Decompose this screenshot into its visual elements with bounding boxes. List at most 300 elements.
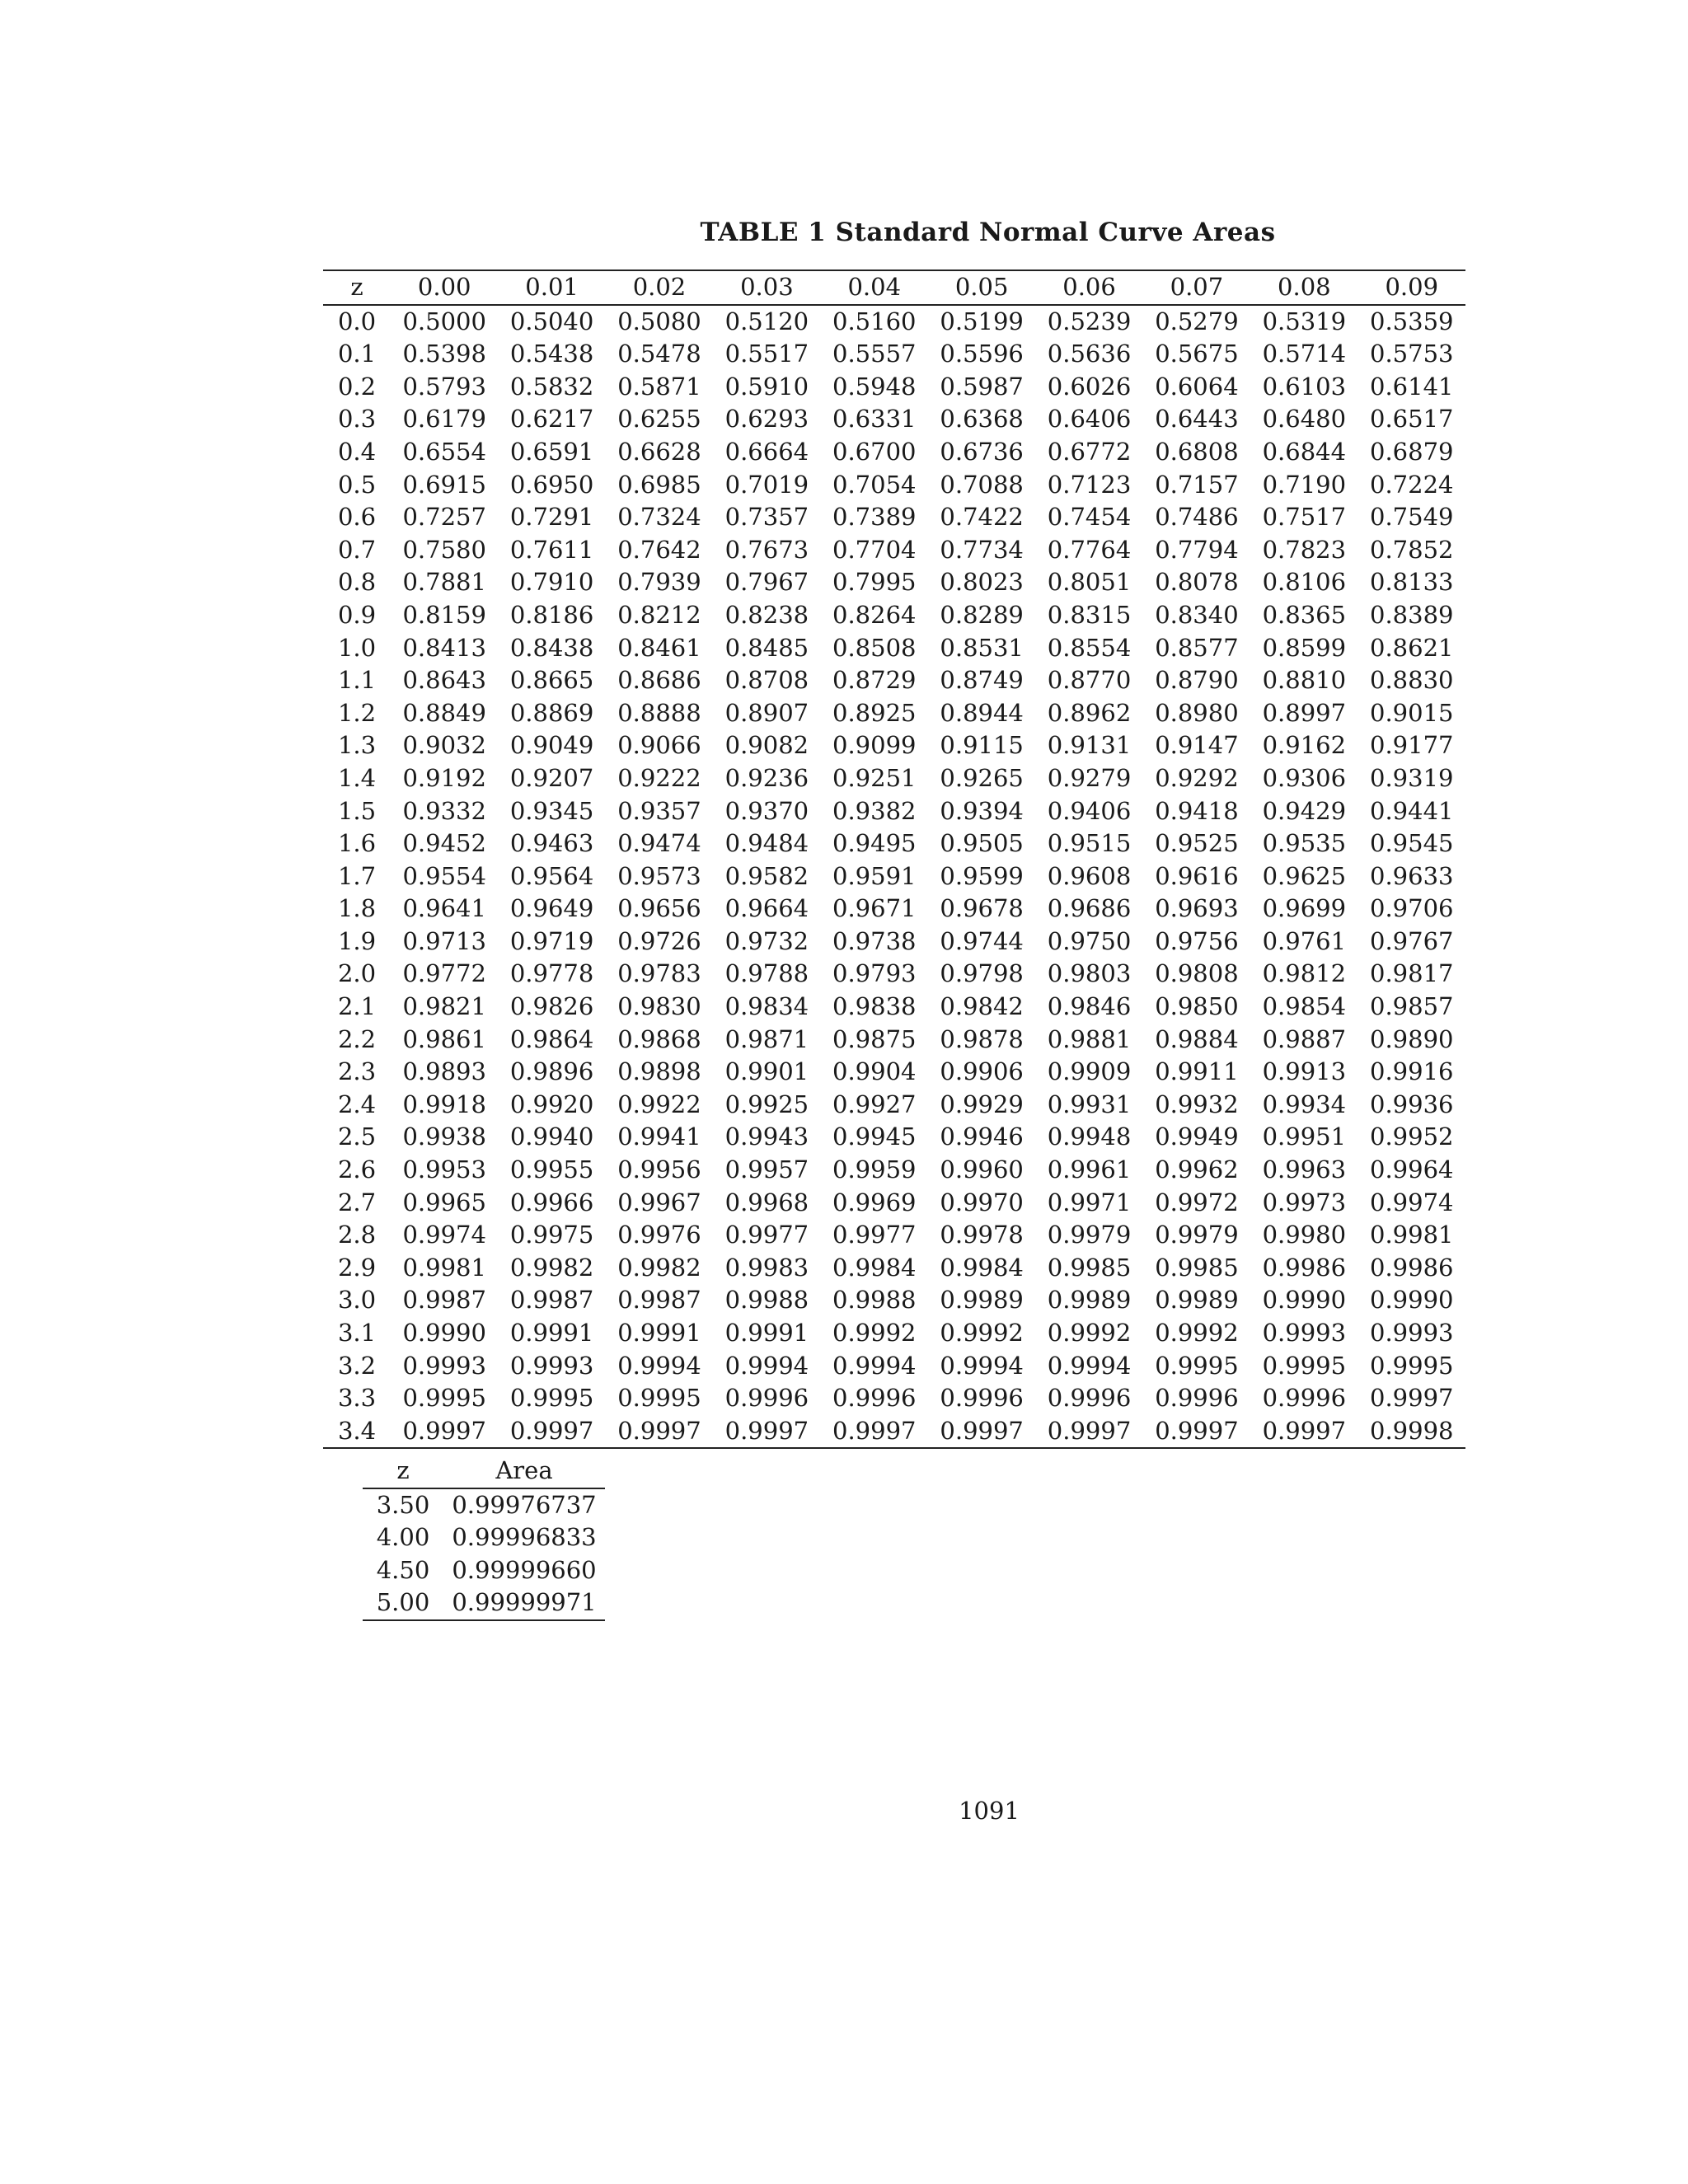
area-cell: 0.9997: [1370, 1384, 1454, 1413]
area-cell: 0.9992: [940, 1319, 1024, 1347]
z-cell: 4.50: [376, 1555, 430, 1584]
area-cell: 0.9985: [1047, 1253, 1132, 1282]
area-cell: 0.9989: [1155, 1286, 1239, 1315]
area-cell: 0.9990: [1370, 1286, 1454, 1315]
area-cell: 0.9974: [402, 1221, 486, 1249]
table-row: [363, 1586, 605, 1620]
area-cell: 0.9535: [1262, 829, 1347, 858]
area-cell: 0.9992: [1047, 1319, 1132, 1347]
area-cell: 0.9015: [1370, 698, 1454, 727]
area-cell: 0.9099: [832, 731, 917, 760]
z-cell: 2.2: [337, 1024, 377, 1053]
area-cell: 0.9834: [724, 992, 809, 1021]
area-cell: 0.9162: [1262, 731, 1347, 760]
area-cell: 0.9996: [1047, 1384, 1132, 1413]
area-cell: 0.8264: [832, 600, 917, 629]
header-row: [323, 270, 1465, 305]
z-cell: 1.2: [337, 698, 377, 727]
area-cell: 0.7454: [1047, 503, 1132, 532]
area-cell: 0.9997: [1155, 1416, 1239, 1445]
area-cell: 0.8830: [1370, 666, 1454, 695]
table-row: [363, 1521, 605, 1554]
area-cell: 0.6736: [940, 437, 1024, 466]
area-cell: 0.9938: [402, 1122, 486, 1151]
area-cell: 0.9236: [724, 763, 809, 792]
table-row: [323, 1089, 1465, 1122]
area-cell: 0.9418: [1155, 796, 1239, 825]
area-cell: 0.8508: [832, 633, 917, 662]
area-cell: 0.99999660: [452, 1555, 597, 1584]
area-cell: 0.9871: [724, 1024, 809, 1053]
area-cell: 0.9699: [1262, 894, 1347, 923]
area-cell: 0.9864: [509, 1024, 594, 1053]
table-row: [323, 1024, 1465, 1057]
area-cell: 0.9982: [509, 1253, 594, 1282]
table-row: [323, 371, 1465, 404]
area-cell: 0.8665: [509, 666, 594, 695]
z-cell: 1.5: [337, 796, 377, 825]
area-cell: 0.8438: [509, 633, 594, 662]
area-cell: 0.9846: [1047, 992, 1132, 1021]
area-cell: 0.9997: [402, 1416, 486, 1445]
table-title: TABLE 1 Standard Normal Curve Areas: [700, 218, 1276, 247]
area-cell: 0.9772: [402, 959, 486, 988]
column-header-area: Area: [495, 1456, 553, 1484]
z-cell: 3.4: [337, 1416, 377, 1445]
z-cell: 2.5: [337, 1122, 377, 1151]
z-cell: 0.4: [337, 437, 377, 466]
area-cell: 0.9994: [724, 1351, 809, 1380]
table-row: [323, 632, 1465, 665]
area-cell: 0.9993: [402, 1351, 486, 1380]
area-cell: 0.8686: [617, 666, 701, 695]
area-cell: 0.9222: [617, 763, 701, 792]
area-cell: 0.9906: [940, 1057, 1024, 1086]
table-row: [323, 599, 1465, 632]
area-cell: 0.9767: [1370, 926, 1454, 955]
area-cell: 0.9996: [832, 1384, 917, 1413]
column-header: 0.01: [525, 273, 579, 301]
area-cell: 0.9997: [1047, 1416, 1132, 1445]
area-cell: 0.6664: [724, 437, 809, 466]
area-cell: 0.9993: [1262, 1319, 1347, 1347]
area-cell: 0.9868: [617, 1024, 701, 1053]
area-cell: 0.9997: [1262, 1416, 1347, 1445]
area-cell: 0.5910: [724, 372, 809, 401]
area-cell: 0.7190: [1262, 470, 1347, 499]
area-cell: 0.9931: [1047, 1090, 1132, 1118]
area-cell: 0.9995: [1155, 1351, 1239, 1380]
area-cell: 0.9788: [724, 959, 809, 988]
area-cell: 0.6772: [1047, 437, 1132, 466]
area-cell: 0.6293: [724, 405, 809, 434]
area-cell: 0.9929: [940, 1090, 1024, 1118]
area-cell: 0.9961: [1047, 1155, 1132, 1184]
area-cell: 0.6217: [509, 405, 594, 434]
area-cell: 0.9916: [1370, 1057, 1454, 1086]
area-cell: 0.9995: [1262, 1351, 1347, 1380]
area-cell: 0.9750: [1047, 926, 1132, 955]
area-cell: 0.7389: [832, 503, 917, 532]
area-cell: 0.9996: [1155, 1384, 1239, 1413]
table-row: [323, 566, 1465, 599]
area-cell: 0.9957: [724, 1155, 809, 1184]
area-cell: 0.9147: [1155, 731, 1239, 760]
area-cell: 0.9988: [832, 1286, 917, 1315]
z-cell: 0.7: [337, 535, 377, 564]
area-cell: 0.8531: [940, 633, 1024, 662]
area-cell: 0.9932: [1155, 1090, 1239, 1118]
area-cell: 0.9641: [402, 894, 486, 923]
table-row: [323, 1284, 1465, 1317]
extended-z-area-table: [363, 1455, 605, 1621]
table-row: [363, 1554, 605, 1587]
area-cell: 0.9922: [617, 1090, 701, 1118]
area-cell: 0.9842: [940, 992, 1024, 1021]
area-cell: 0.9966: [509, 1188, 594, 1216]
area-cell: 0.5160: [832, 307, 917, 335]
area-cell: 0.9934: [1262, 1090, 1347, 1118]
z-cell: 2.1: [337, 992, 377, 1021]
area-cell: 0.6480: [1262, 405, 1347, 434]
area-cell: 0.9803: [1047, 959, 1132, 988]
area-cell: 0.9279: [1047, 763, 1132, 792]
area-cell: 0.9936: [1370, 1090, 1454, 1118]
area-cell: 0.7054: [832, 470, 917, 499]
area-cell: 0.9738: [832, 926, 917, 955]
area-cell: 0.9778: [509, 959, 594, 988]
z-cell: 2.7: [337, 1188, 377, 1216]
area-cell: 0.9082: [724, 731, 809, 760]
area-cell: 0.9996: [940, 1384, 1024, 1413]
area-cell: 0.9452: [402, 829, 486, 858]
area-cell: 0.7123: [1047, 470, 1132, 499]
area-cell: 0.6255: [617, 405, 701, 434]
area-cell: 0.9826: [509, 992, 594, 1021]
z-cell: 1.7: [337, 861, 377, 890]
z-cell: 2.9: [337, 1253, 377, 1282]
area-cell: 0.9968: [724, 1188, 809, 1216]
area-cell: 0.6517: [1370, 405, 1454, 434]
area-cell: 0.9989: [940, 1286, 1024, 1315]
area-cell: 0.7580: [402, 535, 486, 564]
area-cell: 0.5438: [509, 340, 594, 368]
area-cell: 0.5675: [1155, 340, 1239, 368]
area-cell: 0.9927: [832, 1090, 917, 1118]
area-cell: 0.5478: [617, 340, 701, 368]
area-cell: 0.9972: [1155, 1188, 1239, 1216]
area-cell: 0.9965: [402, 1188, 486, 1216]
area-cell: 0.9515: [1047, 829, 1132, 858]
area-cell: 0.8238: [724, 600, 809, 629]
area-cell: 0.9925: [724, 1090, 809, 1118]
area-cell: 0.6915: [402, 470, 486, 499]
area-cell: 0.8023: [940, 568, 1024, 597]
area-cell: 0.8315: [1047, 600, 1132, 629]
area-cell: 0.9946: [940, 1122, 1024, 1151]
area-cell: 0.9706: [1370, 894, 1454, 923]
area-cell: 0.9370: [724, 796, 809, 825]
column-header: 0.09: [1385, 273, 1439, 301]
area-cell: 0.9953: [402, 1155, 486, 1184]
area-cell: 0.9484: [724, 829, 809, 858]
area-cell: 0.99999971: [452, 1588, 597, 1617]
z-cell: 1.6: [337, 829, 377, 858]
area-cell: 0.7088: [940, 470, 1024, 499]
area-cell: 0.9977: [832, 1221, 917, 1249]
area-cell: 0.5753: [1370, 340, 1454, 368]
area-cell: 0.9993: [1370, 1319, 1454, 1347]
area-cell: 0.9573: [617, 861, 701, 890]
area-cell: 0.9564: [509, 861, 594, 890]
area-cell: 0.9756: [1155, 926, 1239, 955]
z-cell: 3.1: [337, 1319, 377, 1347]
area-cell: 0.9992: [832, 1319, 917, 1347]
table-row: [323, 1382, 1465, 1415]
z-cell: 1.8: [337, 894, 377, 923]
area-cell: 0.9838: [832, 992, 917, 1021]
area-cell: 0.6700: [832, 437, 917, 466]
area-cell: 0.9949: [1155, 1122, 1239, 1151]
area-cell: 0.9761: [1262, 926, 1347, 955]
table-row: [323, 501, 1465, 534]
area-cell: 0.9993: [509, 1351, 594, 1380]
area-cell: 0.99976737: [452, 1490, 597, 1519]
area-cell: 0.9893: [402, 1057, 486, 1086]
area-cell: 0.9599: [940, 861, 1024, 890]
area-cell: 0.9898: [617, 1057, 701, 1086]
area-cell: 0.9952: [1370, 1122, 1454, 1151]
z-cell: 0.0: [337, 307, 377, 335]
area-cell: 0.9192: [402, 763, 486, 792]
area-cell: 0.6103: [1262, 372, 1347, 401]
area-cell: 0.5871: [617, 372, 701, 401]
area-cell: 0.9977: [724, 1221, 809, 1249]
table-row: [323, 1219, 1465, 1252]
area-cell: 0.8340: [1155, 600, 1239, 629]
area-cell: 0.7823: [1262, 535, 1347, 564]
area-cell: 0.8413: [402, 633, 486, 662]
area-cell: 0.9945: [832, 1122, 917, 1151]
area-cell: 0.9967: [617, 1188, 701, 1216]
area-cell: 0.9887: [1262, 1024, 1347, 1053]
table-row: [323, 403, 1465, 436]
area-cell: 0.9995: [617, 1384, 701, 1413]
area-cell: 0.9671: [832, 894, 917, 923]
area-cell: 0.9319: [1370, 763, 1454, 792]
area-cell: 0.8790: [1155, 666, 1239, 695]
area-cell: 0.7852: [1370, 535, 1454, 564]
area-cell: 0.9959: [832, 1155, 917, 1184]
area-cell: 0.5987: [940, 372, 1024, 401]
area-cell: 0.7611: [509, 535, 594, 564]
area-cell: 0.9693: [1155, 894, 1239, 923]
area-cell: 0.9345: [509, 796, 594, 825]
area-cell: 0.8078: [1155, 568, 1239, 597]
area-cell: 0.8869: [509, 698, 594, 727]
area-cell: 0.5359: [1370, 307, 1454, 335]
column-header: 0.00: [417, 273, 471, 301]
area-cell: 0.7881: [402, 568, 486, 597]
area-cell: 0.6064: [1155, 372, 1239, 401]
area-cell: 0.5080: [617, 307, 701, 335]
z-cell: 1.3: [337, 731, 377, 760]
z-cell: 3.3: [337, 1384, 377, 1413]
area-cell: 0.6844: [1262, 437, 1347, 466]
area-cell: 0.9994: [940, 1351, 1024, 1380]
area-cell: 0.8810: [1262, 666, 1347, 695]
z-cell: 5.00: [376, 1588, 430, 1617]
area-cell: 0.9964: [1370, 1155, 1454, 1184]
area-cell: 0.9951: [1262, 1122, 1347, 1151]
table-row: [323, 958, 1465, 991]
area-cell: 0.5636: [1047, 340, 1132, 368]
area-cell: 0.9904: [832, 1057, 917, 1086]
area-cell: 0.9969: [832, 1188, 917, 1216]
table-row: [323, 305, 1465, 339]
area-cell: 0.9956: [617, 1155, 701, 1184]
area-cell: 0.5239: [1047, 307, 1132, 335]
area-cell: 0.9545: [1370, 829, 1454, 858]
area-cell: 0.6554: [402, 437, 486, 466]
z-cell: 1.4: [337, 763, 377, 792]
area-cell: 0.6179: [402, 405, 486, 434]
area-cell: 0.9616: [1155, 861, 1239, 890]
table-row: [323, 729, 1465, 762]
area-cell: 0.9990: [402, 1319, 486, 1347]
area-cell: 0.6628: [617, 437, 701, 466]
area-cell: 0.8461: [617, 633, 701, 662]
area-cell: 0.9406: [1047, 796, 1132, 825]
area-cell: 0.7995: [832, 568, 917, 597]
area-cell: 0.9985: [1155, 1253, 1239, 1282]
area-cell: 0.5793: [402, 372, 486, 401]
area-cell: 0.7794: [1155, 535, 1239, 564]
area-cell: 0.9429: [1262, 796, 1347, 825]
table-row: [323, 1415, 1465, 1449]
area-cell: 0.9357: [617, 796, 701, 825]
table-row: [323, 762, 1465, 795]
area-cell: 0.9678: [940, 894, 1024, 923]
area-cell: 0.9979: [1155, 1221, 1239, 1249]
area-cell: 0.5319: [1262, 307, 1347, 335]
z-cell: 1.9: [337, 926, 377, 955]
table-row: [323, 795, 1465, 828]
z-cell: 1.0: [337, 633, 377, 662]
area-cell: 0.9850: [1155, 992, 1239, 1021]
area-cell: 0.5120: [724, 307, 809, 335]
area-cell: 0.9981: [402, 1253, 486, 1282]
area-cell: 0.7734: [940, 535, 1024, 564]
area-cell: 0.9920: [509, 1090, 594, 1118]
column-header: 0.06: [1062, 273, 1116, 301]
area-cell: 0.9987: [402, 1286, 486, 1315]
area-cell: 0.7324: [617, 503, 701, 532]
area-cell: 0.7357: [724, 503, 809, 532]
area-cell: 0.9732: [724, 926, 809, 955]
table-row: [323, 1121, 1465, 1154]
area-cell: 0.8708: [724, 666, 809, 695]
header-row: [363, 1455, 605, 1488]
page-number: 1091: [959, 1797, 1020, 1825]
area-cell: 0.9995: [402, 1384, 486, 1413]
area-cell: 0.5279: [1155, 307, 1239, 335]
column-header-z: z: [396, 1456, 410, 1484]
column-header: 0.08: [1278, 273, 1331, 301]
area-cell: 0.7517: [1262, 503, 1347, 532]
area-cell: 0.8485: [724, 633, 809, 662]
z-cell: 0.8: [337, 568, 377, 597]
area-cell: 0.9649: [509, 894, 594, 923]
z-cell: 0.5: [337, 470, 377, 499]
z-cell: 0.9: [337, 600, 377, 629]
area-cell: 0.9177: [1370, 731, 1454, 760]
table-row: [323, 1252, 1465, 1285]
area-cell: 0.8051: [1047, 568, 1132, 597]
area-cell: 0.9066: [617, 731, 701, 760]
area-cell: 0.99996833: [452, 1523, 597, 1552]
area-cell: 0.9971: [1047, 1188, 1132, 1216]
area-cell: 0.7157: [1155, 470, 1239, 499]
area-cell: 0.8599: [1262, 633, 1347, 662]
area-cell: 0.9049: [509, 731, 594, 760]
area-cell: 0.9861: [402, 1024, 486, 1053]
area-cell: 0.5948: [832, 372, 917, 401]
area-cell: 0.9987: [509, 1286, 594, 1315]
area-cell: 0.8729: [832, 666, 917, 695]
area-cell: 0.9495: [832, 829, 917, 858]
area-cell: 0.9974: [1370, 1188, 1454, 1216]
area-cell: 0.5040: [509, 307, 594, 335]
area-cell: 0.9857: [1370, 992, 1454, 1021]
area-cell: 0.9793: [832, 959, 917, 988]
area-cell: 0.9991: [509, 1319, 594, 1347]
area-cell: 0.6331: [832, 405, 917, 434]
area-cell: 0.8159: [402, 600, 486, 629]
area-cell: 0.9726: [617, 926, 701, 955]
table-row: [323, 860, 1465, 893]
area-cell: 0.8962: [1047, 698, 1132, 727]
table-row: [323, 664, 1465, 697]
area-cell: 0.8849: [402, 698, 486, 727]
z-cell: 2.0: [337, 959, 377, 988]
normal-curve-areas-table: [323, 269, 1465, 1449]
area-cell: 0.6591: [509, 437, 594, 466]
area-cell: 0.9265: [940, 763, 1024, 792]
area-cell: 0.6879: [1370, 437, 1454, 466]
area-cell: 0.9525: [1155, 829, 1239, 858]
area-cell: 0.7910: [509, 568, 594, 597]
table-row: [323, 1187, 1465, 1220]
area-cell: 0.9997: [940, 1416, 1024, 1445]
area-cell: 0.5832: [509, 372, 594, 401]
area-cell: 0.9994: [1047, 1351, 1132, 1380]
column-header: 0.04: [847, 273, 902, 301]
area-cell: 0.6443: [1155, 405, 1239, 434]
area-cell: 0.9979: [1047, 1221, 1132, 1249]
area-cell: 0.9986: [1262, 1253, 1347, 1282]
z-cell: 0.3: [337, 405, 377, 434]
area-cell: 0.6406: [1047, 405, 1132, 434]
z-cell: 4.00: [376, 1523, 430, 1552]
area-cell: 0.9901: [724, 1057, 809, 1086]
area-cell: 0.8186: [509, 600, 594, 629]
area-cell: 0.9988: [724, 1286, 809, 1315]
area-cell: 0.5557: [832, 340, 917, 368]
area-cell: 0.9812: [1262, 959, 1347, 988]
column-header: 0.05: [954, 273, 1009, 301]
area-cell: 0.9963: [1262, 1155, 1347, 1184]
